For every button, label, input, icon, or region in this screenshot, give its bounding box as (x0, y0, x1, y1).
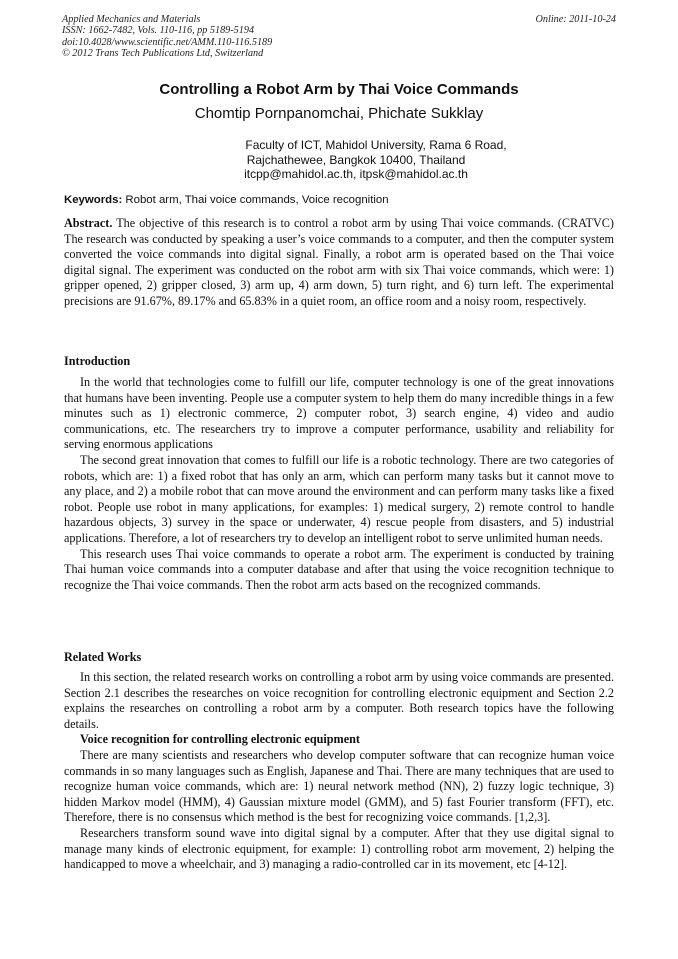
keywords-text: Robot arm, Thai voice commands, Voice recognition (122, 194, 389, 206)
introduction-section (64, 375, 614, 593)
abstract-paragraph (64, 216, 614, 310)
abstract (64, 216, 614, 310)
related-paragraph-3: Researchers transform sound wave into digital signal by a computer. After that they use digital signal to manage many kinds of electronic equipment, for example: 1) controlling robot arm movement, 2) helping the handicapped to move a wheelchair, and 3) managing a radio-controlled car in its movement, etc [4-12]. (64, 825, 614, 872)
subsection-heading: Voice recognition for controlling electronic equipment (80, 732, 360, 747)
journal-name: Applied Mechanics and Materials (62, 14, 201, 25)
introduction-paragraph-3: This research uses Thai voice commands to operate a robot arm. The experiment is conducted by training Thai human voice commands into a computer database and after that using the voice recognition technique to recognize the Thai voice commands. Then the robot arm acts based on the recognized commands. (64, 546, 614, 592)
related-works-heading: Related Works (64, 650, 142, 664)
related-paragraph-2: There are many scientists and researchers who develop computer software that can recognize human voice commands in so many languages such as English, Japanese and Thai. There are many techniques that are used to recognize human voice commands, which are: 1) neural network method (NN), 2) fuzzy logic technique, 3) hidden Markov model (HMM), 4) Gaussian mixture model (GMM), and 5) fast Fourier transform (FFT), etc. Therefore, there is no consensus which method is the best for recognizing voice commands. [1,2,3]. (64, 747, 614, 825)
introduction-paragraph-1: In the world that technologies come to fulfill our life, computer technology is one of the great innovations that humans have been inventing. People use a computer system to help them do many incredible things in a few minutes such as 1) electronic commerce, 2) computer robot, 3) search engine, 4) video and audio communications, etc. The researchers try to improve a computer performance, usability and reliability for serving enormous applications (64, 375, 614, 452)
paper-title: Controlling a Robot Arm by Thai Voice Commands (159, 81, 519, 98)
abstract-text: The objective of this research is to control a robot arm by using Thai voice commands. (CRATVC) The research was conducted by speaking a user’s voice commands to a computer, and then the computer system converted the voice commands into digital signal. Finally, a robot arm is operated based on the Thai voice digital signal. The experiment was conducted on the robot arm with six Thai voice commands, which were: 1) gripper opened, 2) gripper closed, 3) arm up, 4) arm down, 5) turn right, and 6) turn left. The experimental precisions are 91.67%, 89.17% and 65.83% in a quiet room, an office room and a noisy room, respectively. (64, 216, 614, 308)
affiliation (0, 138, 678, 182)
author-emails: itcpp@mahidol.ac.th, itpsk@mahidol.ac.th (244, 167, 468, 181)
keywords (64, 194, 616, 206)
related-paragraph-1: In this section, the related research works on controlling a robot arm by using voice commands are presented. Section 2.1 describes the researches on voice recognition for controlling electronic equipment and Section 2.2 explains the researches on controlling a robot arm by a computer. Both research topics have the following details. (64, 670, 614, 731)
paper-authors: Chomtip Pornpanomchai, Phichate Sukklay (194, 105, 484, 122)
issn-line: ISSN: 1662-7482, Vols. 110-116, pp 5189-5194 (62, 25, 255, 37)
introduction-paragraph-2: The second great innovation that comes to fulfill our life is a robotic technology. There are two categories of robots, which are: 1) a fixed robot that has only an arm, which can perform many tasks but it cannot move to any place, and 2) a mobile robot that can move around the environment and can perform many tasks like a fixed robot. People use robot in many applications, for examples: 1) medical surgery, 2) remote control to handle hazardous objects, 3) survey in the space or underwater, 4) rescue people from disasters, and 5) industrial applications. Therefore, a lot of researchers try to develop an intelligent robot to serve unlimited human needs. (64, 452, 614, 545)
affiliation-line-1: Faculty of ICT, Mahidol University, Rama 6 Road, (245, 138, 507, 152)
keywords-label: Keywords: (64, 194, 123, 206)
doi-line: doi:10.4028/www.scientific.net/AMM.110-116.5189 (62, 36, 273, 48)
abstract-label: Abstract. (64, 216, 113, 230)
copyright-line: © 2012 Trans Tech Publications Ltd, Switzerland (62, 48, 264, 60)
introduction-heading: Introduction (64, 354, 131, 368)
related-works-section (64, 670, 614, 873)
journal-header (62, 14, 616, 60)
online-date: Online: 2011-10-24 (535, 14, 616, 25)
affiliation-line-2: Rajchathewee, Bangkok 10400, Thailand (246, 152, 466, 167)
